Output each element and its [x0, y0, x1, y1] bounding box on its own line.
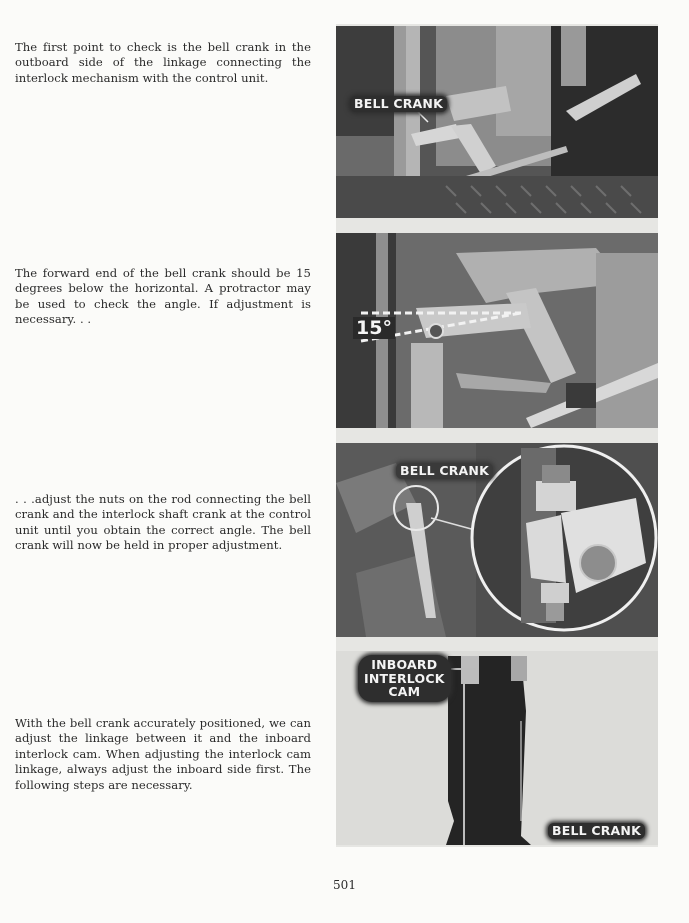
photo-column: [336, 24, 658, 847]
page-number: 501: [333, 878, 356, 892]
callout-line-1: INBOARD: [371, 657, 438, 672]
photo-inboard-interlock-cam: [336, 651, 658, 845]
bell-crank-callout: BELL CRANK: [350, 96, 447, 112]
photo-bell-crank-nuts: [336, 443, 658, 637]
callout-line-3: CAM: [388, 684, 421, 699]
bell-crank-callout: BELL CRANK: [396, 463, 493, 479]
angle-label: 15°: [353, 317, 395, 339]
instruction-paragraph-3: . . .adjust the nuts on the rod connecting the bell crank and the interlock shaft crank at the control unit until you obtain the correct angle. The bell crank will now be held in proper adjustment.: [15, 492, 311, 553]
photo-1-illustration: [336, 26, 658, 218]
bell-crank-callout: BELL CRANK: [548, 823, 645, 839]
instruction-paragraph-4: With the bell crank accurately positioned, we can adjust the linkage between it and the inboard interlock cam. When adjusting the interlock cam linkage, always adjust the inboard side first. The following steps are necessary.: [15, 716, 311, 792]
photo-bell-crank-angle: [336, 233, 658, 428]
inboard-interlock-cam-callout: [358, 655, 451, 702]
photo-3-illustration: [336, 443, 658, 637]
callout-line-2: INTERLOCK: [364, 670, 445, 686]
instruction-paragraph-1: The first point to check is the bell crank in the outboard side of the linkage connecting the interlock mechanism with the control unit.: [15, 40, 311, 85]
photo-bell-crank-outboard: [336, 26, 658, 218]
instruction-paragraph-2: The forward end of the bell crank should be 15 degrees below the horizontal. A protractor may be used to check the angle. If adjustment is necessary. . .: [15, 266, 311, 327]
